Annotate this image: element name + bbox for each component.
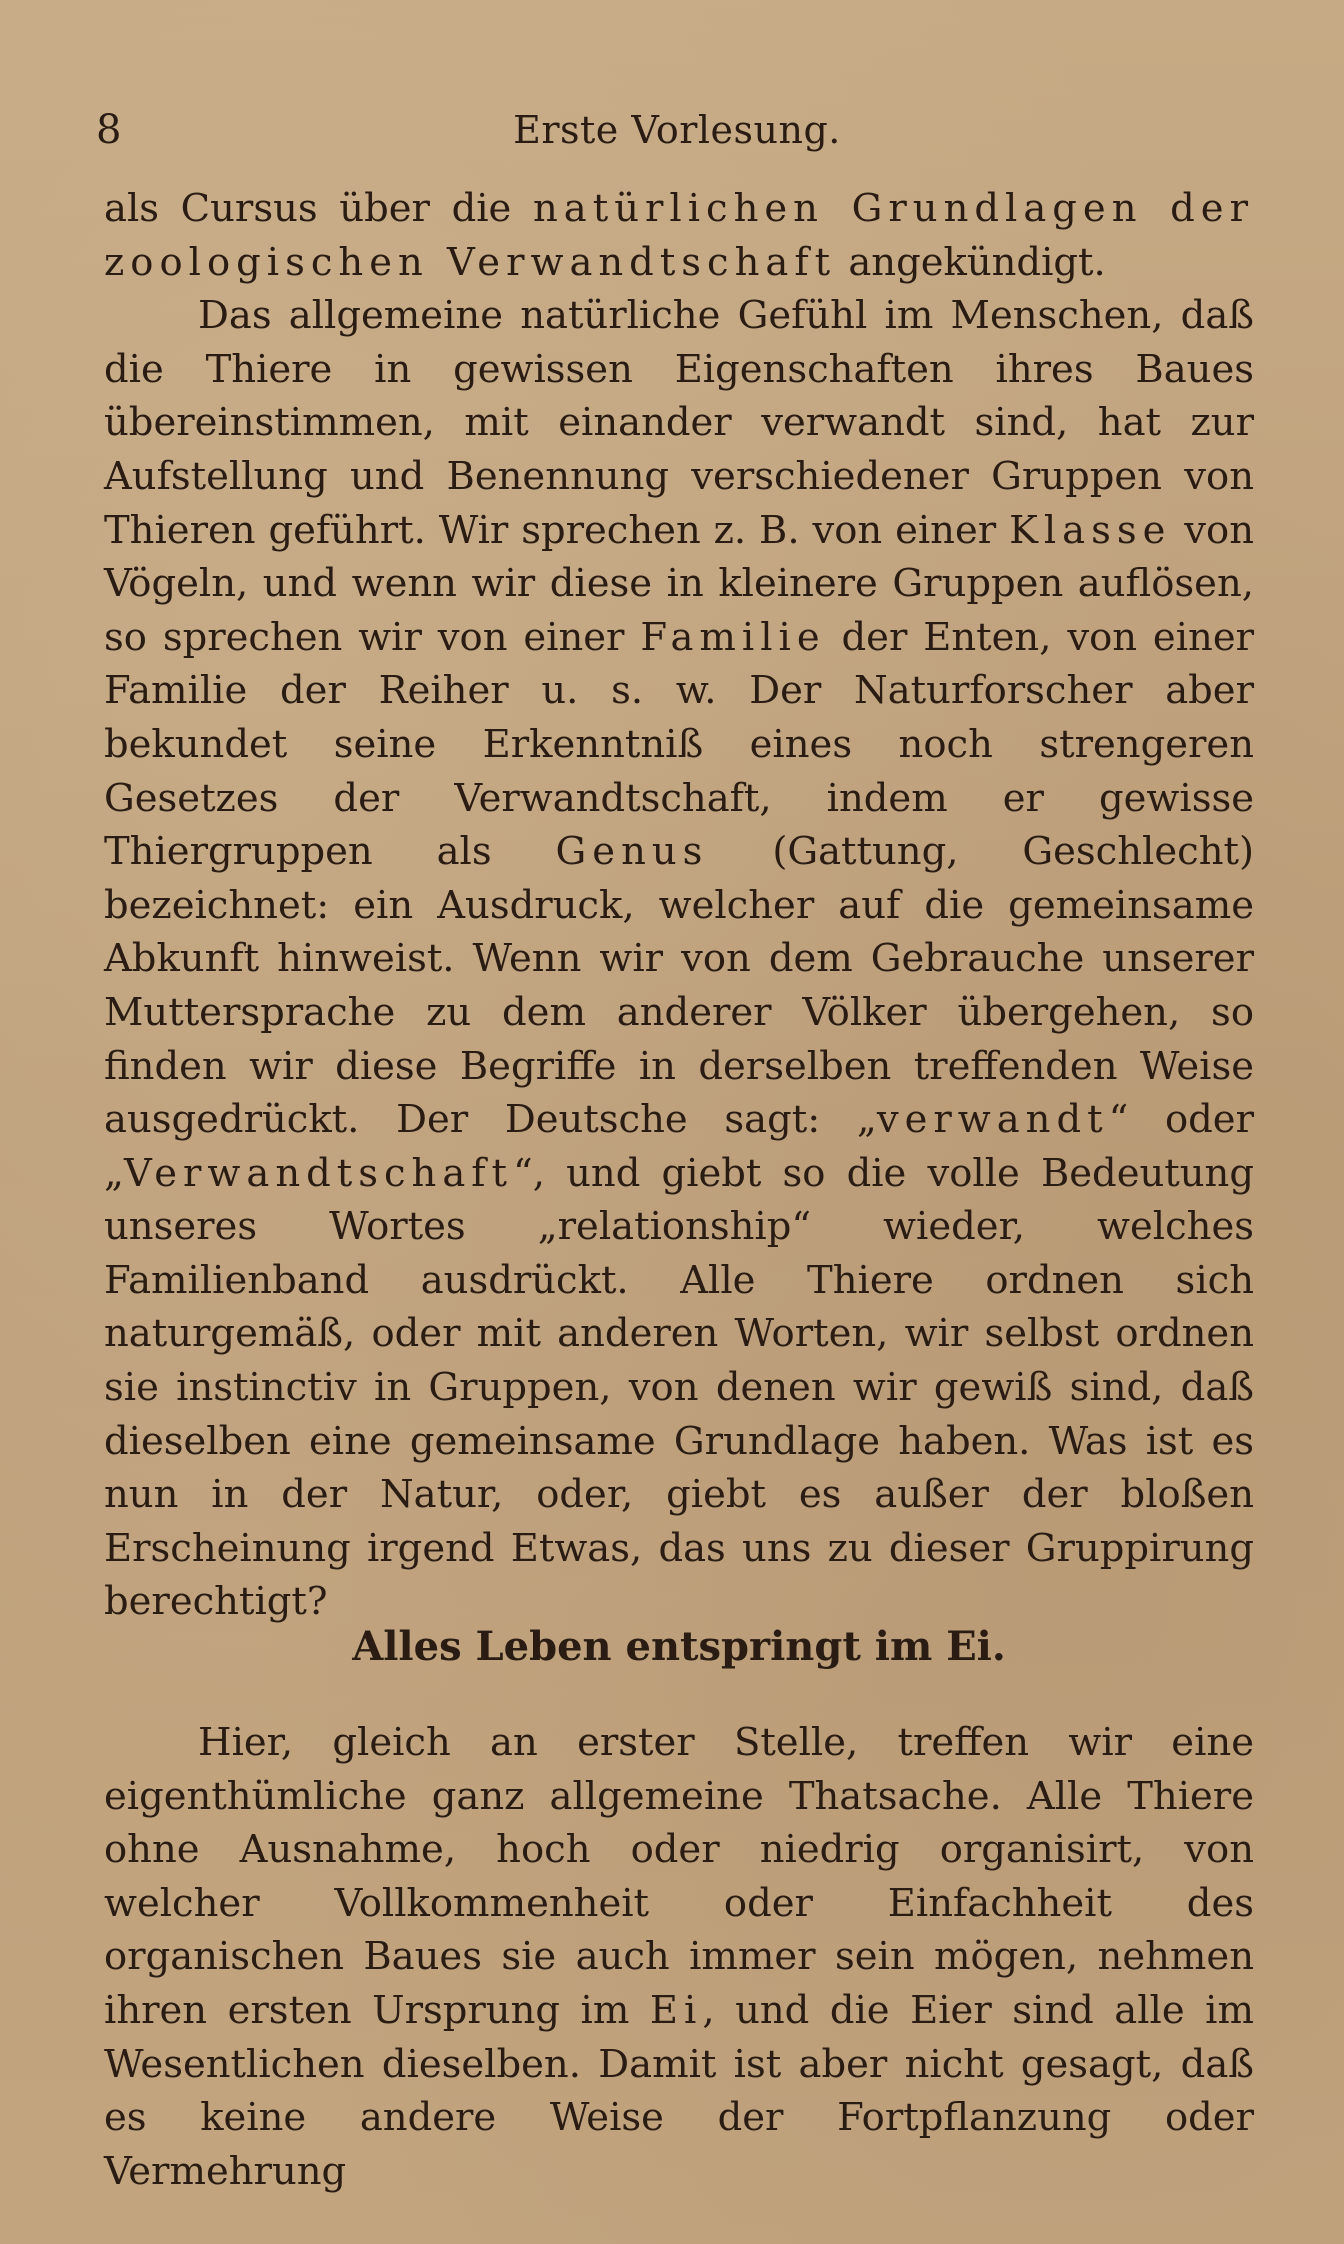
text-run: von Vögeln, und wenn wir diese in kleinere Gruppen auflösen, so sprechen wir von einer (104, 507, 1255, 660)
spaced-text: Genus (555, 829, 709, 875)
running-head: Erste Vorlesung. (513, 108, 841, 152)
spaced-text: Klasse (1009, 507, 1172, 553)
paragraph-relationship (104, 289, 1254, 1629)
paragraph-continuation (104, 182, 1254, 289)
text-run: Hier, gleich an erster Stelle, treffen wir eine eigenthümliche ganz allgemeine Thatsache. Alle Thiere ohne Ausnahme, hoch oder niedrig organisirt, von welcher Vollkommenheit oder Einfachheit des organischen Baues sie auch immer sein mögen, nehmen ihren ersten Ursprung im (104, 1720, 1254, 2033)
text-run: , und die Eier sind alle im Wesentlichen dieselben. Damit ist aber nicht gesagt, daß es keine andere Weise der Fortpflanzung oder Vermehrung (104, 1987, 1254, 2194)
text-run: “, und giebt so die volle Bedeutung unseres Wortes „relationship“ wieder, welches Familienband ausdrückt. Alle Thiere ordnen sich naturgemäß, oder mit anderen Worten, wir selbst ordnen sie instinctiv in Gruppen, von denen wir gewiß sind, daß dieselben eine gemeinsame Grundlage haben. Was ist es nun in der Natur, oder, giebt es außer der bloßen Erscheinung irgend Etwas, das uns zu dieser Gruppirung berechtigt? (104, 1150, 1254, 1625)
text-run: der Enten, von einer Familie der Reiher u. s. w. Der Naturforscher aber bekundet seine Erkenntniß eines noch strengeren Gesetzes der Verwandtschaft, indem er gewisse Thiergruppen als (104, 614, 1255, 875)
section-heading-block (104, 1617, 1254, 1677)
page-number: 8 (96, 107, 122, 153)
spaced-text: verwandt (876, 1097, 1109, 1143)
text-run: als Cursus über die (104, 186, 533, 231)
body-text-upper (104, 182, 1254, 1629)
text-run: (Gattung, Geschlecht) bezeichnet: ein Ausdruck, welcher auf die gemeinsame Abkunft hinweist. Wenn wir von dem Gebrauche unserer Muttersprache zu dem anderer Völker übergehen, so finden wir diese Begriffe in derselben treffenden Weise ausgedrückt. Der Deutsche sagt: „ (104, 829, 1254, 1143)
spaced-text: natürlichen Grundlagen der zoologischen Verwandtschaft (104, 186, 1254, 285)
text-run: Das allgemeine natürliche Gefühl im Menschen, daß die Thiere in gewissen Eigenschaften ihres Baues übereinstimmen, mit einander verwandt sind, hat zur Aufstellung und Benennung verschiedener Gruppen von Thieren geführt. Wir sprechen z. B. von einer (104, 293, 1254, 553)
spaced-text: Familie (640, 614, 826, 660)
page-header (96, 100, 1258, 160)
text-run: angekündigt. (836, 239, 1106, 285)
text-run: “ oder „ (104, 1097, 1254, 1196)
spaced-text: Ei (649, 1987, 703, 2033)
body-text-lower (104, 1716, 1254, 2198)
paragraph-egg (104, 1716, 1254, 2198)
section-heading: Alles Leben entspringt im Ei. (352, 1623, 1006, 1670)
spaced-text: Verwandtschaft (123, 1150, 514, 1196)
